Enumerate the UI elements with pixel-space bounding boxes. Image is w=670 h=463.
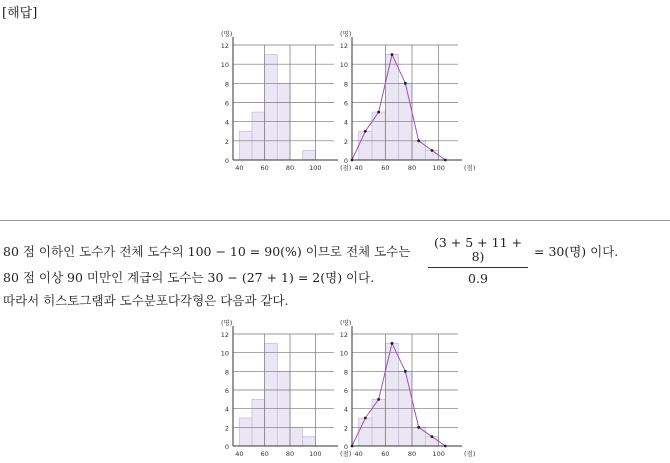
- top-histogram-chart: [205, 28, 352, 178]
- y-tick-label: 8: [343, 80, 348, 89]
- histogram-bar: [252, 399, 265, 446]
- y-tick-label: 12: [220, 331, 229, 339]
- x-tick-label: 40: [235, 164, 244, 172]
- polygon-point: [364, 417, 367, 420]
- histogram-bar: [265, 55, 278, 160]
- y-axis-label: (명): [221, 30, 233, 38]
- y-tick-label: 0: [224, 157, 229, 165]
- x-tick-label: 100: [432, 164, 445, 172]
- y-tick-label: 8: [224, 368, 229, 377]
- polygon-point: [404, 82, 407, 85]
- histogram-bar: [303, 437, 316, 446]
- x-tick-label: 100: [309, 164, 322, 172]
- polygon-point: [404, 370, 407, 373]
- histogram-bar: [239, 418, 252, 446]
- y-tick-label: 6: [343, 387, 348, 395]
- y-tick-label: 0: [224, 443, 229, 451]
- y-tick-label: 8: [343, 368, 348, 377]
- x-tick-label: 40: [235, 450, 244, 458]
- bottom-polygon-chart: [330, 318, 476, 463]
- fraction-denominator: 0.9: [468, 271, 488, 286]
- y-tick-label: 6: [343, 99, 348, 108]
- x-tick-label: 60: [381, 450, 390, 458]
- histogram-bar: [252, 112, 265, 160]
- y-tick-label: 0: [343, 157, 348, 165]
- histogram-bar: [290, 427, 303, 446]
- polygon-point: [417, 426, 420, 429]
- histogram-bar: [359, 131, 372, 160]
- solution-line-3: 따라서 히스토그램과 도수분포다각형은 다음과 같다.: [3, 293, 289, 308]
- y-tick-label: 4: [343, 405, 348, 414]
- polygon-point: [431, 149, 434, 152]
- y-tick-label: 2: [224, 137, 229, 146]
- y-tick-label: 12: [339, 331, 348, 339]
- y-tick-label: 4: [224, 405, 229, 414]
- x-tick-label: 60: [260, 164, 269, 172]
- y-tick-label: 2: [343, 424, 348, 433]
- histogram-bar: [425, 150, 438, 160]
- x-tick-label: 40: [354, 164, 363, 172]
- y-tick-label: 6: [224, 99, 229, 108]
- polygon-point: [444, 445, 447, 448]
- fraction-numerator: (3 + 5 + 11 + 8): [428, 236, 528, 268]
- y-tick-label: 8: [224, 80, 229, 89]
- section-divider: [0, 220, 670, 221]
- y-tick-label: 10: [339, 61, 348, 70]
- x-tick-label: 40: [354, 450, 363, 458]
- y-tick-label: 4: [224, 118, 229, 127]
- y-tick-label: 2: [224, 424, 229, 433]
- y-tick-label: 4: [343, 118, 348, 127]
- y-tick-label: 2: [343, 137, 348, 146]
- solution-line-1: 80 점 이하인 도수가 전체 도수의 100 − 10 = 90(%) 이므로 전체 도수는: [3, 244, 411, 259]
- x-tick-label: 60: [260, 450, 269, 458]
- y-axis-label: (명): [340, 30, 352, 38]
- y-tick-label: 10: [339, 349, 348, 358]
- y-axis-label: (명): [221, 319, 233, 327]
- solution-line-2: 80 점 이상 90 미만인 계급의 도수는 30 − (27 + 1) = 2(명) 이다.: [3, 270, 375, 285]
- solution-line-1-result: = 30(명) 이다.: [534, 244, 619, 259]
- histogram-bar: [265, 343, 278, 446]
- y-tick-label: 10: [220, 349, 229, 358]
- x-axis-label: (점): [340, 450, 352, 458]
- histogram-bar: [239, 131, 252, 160]
- histogram-bar: [359, 418, 372, 446]
- polygon-point: [364, 130, 367, 133]
- x-tick-label: 100: [309, 450, 322, 458]
- histogram-bar: [303, 150, 316, 160]
- polygon-point: [391, 53, 394, 56]
- histogram-bar: [385, 55, 398, 160]
- x-tick-label: 80: [285, 164, 295, 172]
- bottom-histogram-chart: [205, 318, 352, 463]
- x-tick-label: 80: [407, 164, 417, 172]
- x-tick-label: 100: [432, 450, 445, 458]
- y-tick-label: 12: [220, 42, 229, 50]
- x-axis-label: (점): [464, 450, 476, 458]
- polygon-point: [391, 342, 394, 345]
- polygon-point: [377, 111, 380, 114]
- y-tick-label: 6: [224, 387, 229, 395]
- polygon-point: [377, 398, 380, 401]
- y-tick-label: 10: [220, 61, 229, 70]
- x-axis-label: (점): [340, 164, 352, 172]
- x-tick-label: 80: [285, 450, 295, 458]
- y-tick-label: 0: [343, 443, 348, 451]
- answer-label: [해답]: [2, 6, 38, 21]
- polygon-point: [351, 445, 354, 448]
- histogram-bar: [385, 343, 398, 446]
- x-tick-label: 80: [407, 450, 417, 458]
- x-axis-label: (점): [464, 164, 476, 172]
- total-fraction: [428, 236, 528, 286]
- polygon-point: [444, 159, 447, 162]
- x-tick-label: 60: [381, 164, 390, 172]
- top-polygon-chart: [330, 28, 476, 178]
- polygon-point: [351, 159, 354, 162]
- polygon-point: [431, 435, 434, 438]
- y-tick-label: 12: [339, 42, 348, 50]
- y-axis-label: (명): [340, 319, 352, 327]
- polygon-point: [417, 139, 420, 142]
